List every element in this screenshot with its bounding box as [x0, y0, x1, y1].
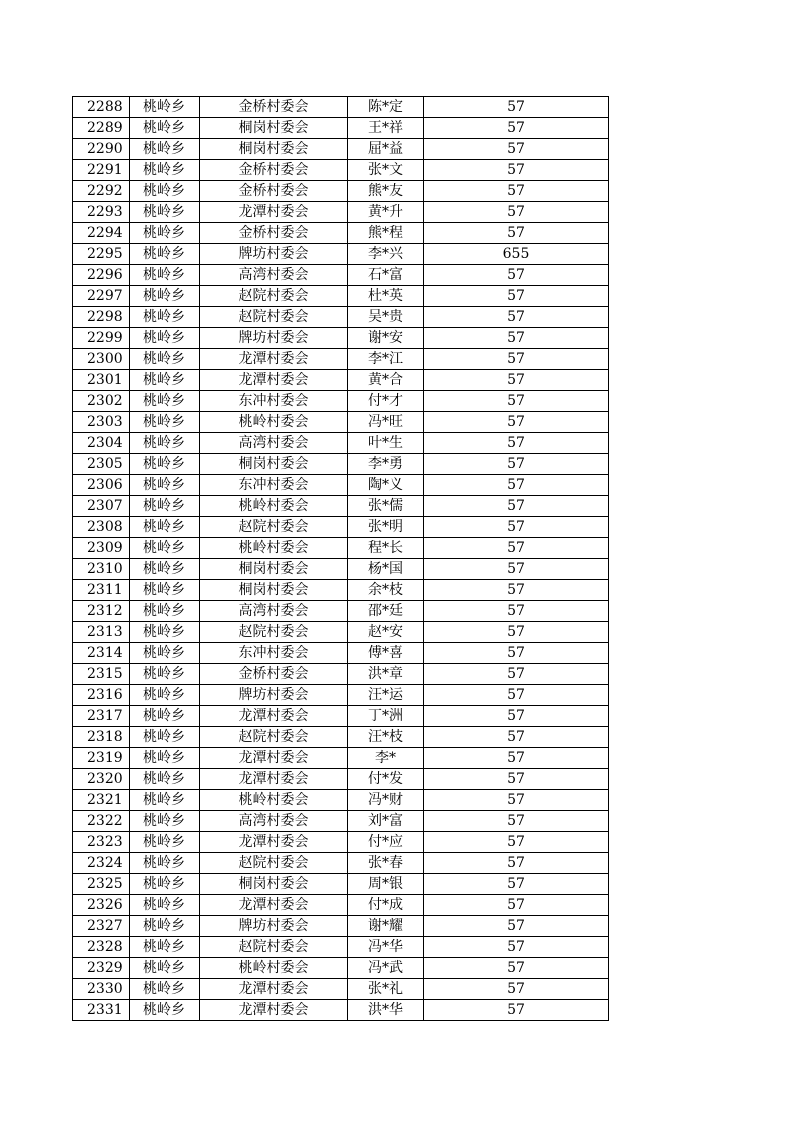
table-row	[73, 1000, 609, 1021]
serial-number-cell: 2293	[73, 202, 130, 223]
amount-cell: 57	[424, 811, 609, 832]
township-cell: 桃岭乡	[130, 223, 200, 244]
serial-number-cell: 2294	[73, 223, 130, 244]
amount-cell: 57	[424, 160, 609, 181]
serial-number-cell: 2326	[73, 895, 130, 916]
amount-cell: 57	[424, 223, 609, 244]
township-cell: 桃岭乡	[130, 643, 200, 664]
name-cell: 谢*安	[348, 328, 424, 349]
township-cell: 桃岭乡	[130, 475, 200, 496]
village-committee-cell: 龙潭村委会	[200, 1000, 348, 1021]
village-committee-cell: 牌坊村委会	[200, 328, 348, 349]
serial-number-cell: 2322	[73, 811, 130, 832]
amount-cell: 57	[424, 874, 609, 895]
township-cell: 桃岭乡	[130, 664, 200, 685]
name-cell: 杜*英	[348, 286, 424, 307]
table-row	[73, 475, 609, 496]
serial-number-cell: 2305	[73, 454, 130, 475]
township-cell: 桃岭乡	[130, 139, 200, 160]
amount-cell: 57	[424, 454, 609, 475]
village-committee-cell: 东冲村委会	[200, 391, 348, 412]
amount-cell: 57	[424, 433, 609, 454]
amount-cell: 57	[424, 580, 609, 601]
table-row	[73, 307, 609, 328]
table-row	[73, 769, 609, 790]
village-committee-cell: 牌坊村委会	[200, 244, 348, 265]
village-committee-cell: 高湾村委会	[200, 601, 348, 622]
township-cell: 桃岭乡	[130, 202, 200, 223]
table-row	[73, 790, 609, 811]
serial-number-cell: 2328	[73, 937, 130, 958]
serial-number-cell: 2320	[73, 769, 130, 790]
name-cell: 张*文	[348, 160, 424, 181]
amount-cell: 57	[424, 895, 609, 916]
amount-cell: 57	[424, 307, 609, 328]
table-row	[73, 265, 609, 286]
table-row	[73, 622, 609, 643]
serial-number-cell: 2307	[73, 496, 130, 517]
village-committee-cell: 桐岗村委会	[200, 454, 348, 475]
name-cell: 赵*安	[348, 622, 424, 643]
village-committee-cell: 桐岗村委会	[200, 559, 348, 580]
amount-cell: 57	[424, 286, 609, 307]
township-cell: 桃岭乡	[130, 97, 200, 118]
roster-table	[72, 96, 609, 1021]
table-row	[73, 118, 609, 139]
table-row	[73, 832, 609, 853]
village-committee-cell: 桃岭村委会	[200, 496, 348, 517]
serial-number-cell: 2331	[73, 1000, 130, 1021]
amount-cell: 57	[424, 727, 609, 748]
amount-cell: 57	[424, 937, 609, 958]
name-cell: 冯*华	[348, 937, 424, 958]
name-cell: 傅*喜	[348, 643, 424, 664]
name-cell: 汪*运	[348, 685, 424, 706]
table-row	[73, 349, 609, 370]
name-cell: 李*	[348, 748, 424, 769]
amount-cell: 57	[424, 748, 609, 769]
serial-number-cell: 2330	[73, 979, 130, 1000]
name-cell: 张*儒	[348, 496, 424, 517]
table-row	[73, 664, 609, 685]
township-cell: 桃岭乡	[130, 517, 200, 538]
township-cell: 桃岭乡	[130, 433, 200, 454]
table-row	[73, 916, 609, 937]
name-cell: 洪*章	[348, 664, 424, 685]
village-committee-cell: 金桥村委会	[200, 664, 348, 685]
township-cell: 桃岭乡	[130, 979, 200, 1000]
name-cell: 洪*华	[348, 1000, 424, 1021]
amount-cell: 57	[424, 790, 609, 811]
serial-number-cell: 2314	[73, 643, 130, 664]
village-committee-cell: 牌坊村委会	[200, 685, 348, 706]
amount-cell: 57	[424, 349, 609, 370]
table-row	[73, 895, 609, 916]
township-cell: 桃岭乡	[130, 622, 200, 643]
township-cell: 桃岭乡	[130, 937, 200, 958]
village-committee-cell: 龙潭村委会	[200, 202, 348, 223]
serial-number-cell: 2296	[73, 265, 130, 286]
table-row	[73, 811, 609, 832]
amount-cell: 57	[424, 643, 609, 664]
name-cell: 冯*财	[348, 790, 424, 811]
amount-cell: 57	[424, 265, 609, 286]
serial-number-cell: 2303	[73, 412, 130, 433]
table-row	[73, 97, 609, 118]
amount-cell: 57	[424, 202, 609, 223]
amount-cell: 57	[424, 853, 609, 874]
township-cell: 桃岭乡	[130, 832, 200, 853]
amount-cell: 57	[424, 118, 609, 139]
serial-number-cell: 2318	[73, 727, 130, 748]
name-cell: 李*兴	[348, 244, 424, 265]
serial-number-cell: 2290	[73, 139, 130, 160]
serial-number-cell: 2313	[73, 622, 130, 643]
village-committee-cell: 桃岭村委会	[200, 412, 348, 433]
serial-number-cell: 2302	[73, 391, 130, 412]
name-cell: 熊*程	[348, 223, 424, 244]
serial-number-cell: 2309	[73, 538, 130, 559]
township-cell: 桃岭乡	[130, 160, 200, 181]
name-cell: 付*应	[348, 832, 424, 853]
name-cell: 冯*旺	[348, 412, 424, 433]
village-committee-cell: 金桥村委会	[200, 160, 348, 181]
name-cell: 余*枝	[348, 580, 424, 601]
name-cell: 陶*义	[348, 475, 424, 496]
serial-number-cell: 2297	[73, 286, 130, 307]
table-row	[73, 139, 609, 160]
township-cell: 桃岭乡	[130, 706, 200, 727]
table-row	[73, 853, 609, 874]
name-cell: 叶*生	[348, 433, 424, 454]
name-cell: 张*春	[348, 853, 424, 874]
township-cell: 桃岭乡	[130, 559, 200, 580]
township-cell: 桃岭乡	[130, 118, 200, 139]
amount-cell: 57	[424, 601, 609, 622]
village-committee-cell: 龙潭村委会	[200, 370, 348, 391]
serial-number-cell: 2300	[73, 349, 130, 370]
township-cell: 桃岭乡	[130, 538, 200, 559]
name-cell: 熊*友	[348, 181, 424, 202]
name-cell: 冯*武	[348, 958, 424, 979]
serial-number-cell: 2324	[73, 853, 130, 874]
name-cell: 谢*耀	[348, 916, 424, 937]
amount-cell: 57	[424, 391, 609, 412]
amount-cell: 57	[424, 370, 609, 391]
township-cell: 桃岭乡	[130, 748, 200, 769]
amount-cell: 57	[424, 706, 609, 727]
amount-cell: 57	[424, 328, 609, 349]
table-row	[73, 454, 609, 475]
amount-cell: 57	[424, 181, 609, 202]
serial-number-cell: 2288	[73, 97, 130, 118]
serial-number-cell: 2323	[73, 832, 130, 853]
table-row	[73, 370, 609, 391]
table-row	[73, 496, 609, 517]
township-cell: 桃岭乡	[130, 328, 200, 349]
village-committee-cell: 桃岭村委会	[200, 958, 348, 979]
table-row	[73, 685, 609, 706]
serial-number-cell: 2301	[73, 370, 130, 391]
amount-cell: 57	[424, 832, 609, 853]
serial-number-cell: 2325	[73, 874, 130, 895]
village-committee-cell: 桃岭村委会	[200, 790, 348, 811]
amount-cell: 655	[424, 244, 609, 265]
township-cell: 桃岭乡	[130, 454, 200, 475]
amount-cell: 57	[424, 139, 609, 160]
amount-cell: 57	[424, 412, 609, 433]
name-cell: 丁*洲	[348, 706, 424, 727]
name-cell: 石*富	[348, 265, 424, 286]
serial-number-cell: 2306	[73, 475, 130, 496]
table-row	[73, 223, 609, 244]
serial-number-cell: 2316	[73, 685, 130, 706]
table-row	[73, 748, 609, 769]
village-committee-cell: 龙潭村委会	[200, 349, 348, 370]
roster-table-body	[73, 97, 609, 1021]
name-cell: 周*银	[348, 874, 424, 895]
village-committee-cell: 赵院村委会	[200, 307, 348, 328]
township-cell: 桃岭乡	[130, 601, 200, 622]
table-row	[73, 181, 609, 202]
serial-number-cell: 2291	[73, 160, 130, 181]
serial-number-cell: 2299	[73, 328, 130, 349]
amount-cell: 57	[424, 496, 609, 517]
table-row	[73, 643, 609, 664]
serial-number-cell: 2295	[73, 244, 130, 265]
name-cell: 王*祥	[348, 118, 424, 139]
table-row	[73, 937, 609, 958]
amount-cell: 57	[424, 517, 609, 538]
table-row	[73, 874, 609, 895]
township-cell: 桃岭乡	[130, 685, 200, 706]
serial-number-cell: 2319	[73, 748, 130, 769]
serial-number-cell: 2315	[73, 664, 130, 685]
township-cell: 桃岭乡	[130, 265, 200, 286]
amount-cell: 57	[424, 958, 609, 979]
village-committee-cell: 龙潭村委会	[200, 706, 348, 727]
name-cell: 付*才	[348, 391, 424, 412]
township-cell: 桃岭乡	[130, 580, 200, 601]
village-committee-cell: 金桥村委会	[200, 223, 348, 244]
village-committee-cell: 桐岗村委会	[200, 118, 348, 139]
township-cell: 桃岭乡	[130, 811, 200, 832]
table-row	[73, 433, 609, 454]
village-committee-cell: 桐岗村委会	[200, 580, 348, 601]
name-cell: 杨*国	[348, 559, 424, 580]
amount-cell: 57	[424, 1000, 609, 1021]
name-cell: 陈*定	[348, 97, 424, 118]
village-committee-cell: 龙潭村委会	[200, 748, 348, 769]
serial-number-cell: 2327	[73, 916, 130, 937]
table-row	[73, 244, 609, 265]
name-cell: 刘*富	[348, 811, 424, 832]
village-committee-cell: 桐岗村委会	[200, 139, 348, 160]
amount-cell: 57	[424, 538, 609, 559]
village-committee-cell: 赵院村委会	[200, 727, 348, 748]
name-cell: 汪*枝	[348, 727, 424, 748]
table-row	[73, 559, 609, 580]
name-cell: 付*成	[348, 895, 424, 916]
amount-cell: 57	[424, 559, 609, 580]
township-cell: 桃岭乡	[130, 412, 200, 433]
table-row	[73, 979, 609, 1000]
table-row	[73, 202, 609, 223]
township-cell: 桃岭乡	[130, 1000, 200, 1021]
village-committee-cell: 高湾村委会	[200, 265, 348, 286]
village-committee-cell: 牌坊村委会	[200, 916, 348, 937]
township-cell: 桃岭乡	[130, 874, 200, 895]
village-committee-cell: 高湾村委会	[200, 433, 348, 454]
township-cell: 桃岭乡	[130, 769, 200, 790]
amount-cell: 57	[424, 97, 609, 118]
village-committee-cell: 龙潭村委会	[200, 979, 348, 1000]
serial-number-cell: 2308	[73, 517, 130, 538]
village-committee-cell: 金桥村委会	[200, 181, 348, 202]
village-committee-cell: 龙潭村委会	[200, 895, 348, 916]
township-cell: 桃岭乡	[130, 496, 200, 517]
name-cell: 黄*合	[348, 370, 424, 391]
amount-cell: 57	[424, 769, 609, 790]
serial-number-cell: 2292	[73, 181, 130, 202]
village-committee-cell: 赵院村委会	[200, 517, 348, 538]
table-row	[73, 727, 609, 748]
township-cell: 桃岭乡	[130, 244, 200, 265]
amount-cell: 57	[424, 622, 609, 643]
township-cell: 桃岭乡	[130, 370, 200, 391]
table-row	[73, 538, 609, 559]
table-row	[73, 160, 609, 181]
village-committee-cell: 桃岭村委会	[200, 538, 348, 559]
township-cell: 桃岭乡	[130, 727, 200, 748]
name-cell: 程*长	[348, 538, 424, 559]
village-committee-cell: 龙潭村委会	[200, 769, 348, 790]
township-cell: 桃岭乡	[130, 307, 200, 328]
name-cell: 张*明	[348, 517, 424, 538]
name-cell: 屈*益	[348, 139, 424, 160]
township-cell: 桃岭乡	[130, 181, 200, 202]
village-committee-cell: 东冲村委会	[200, 643, 348, 664]
serial-number-cell: 2304	[73, 433, 130, 454]
table-row	[73, 517, 609, 538]
amount-cell: 57	[424, 475, 609, 496]
serial-number-cell: 2312	[73, 601, 130, 622]
serial-number-cell: 2321	[73, 790, 130, 811]
village-committee-cell: 桐岗村委会	[200, 874, 348, 895]
table-row	[73, 958, 609, 979]
township-cell: 桃岭乡	[130, 790, 200, 811]
table-row	[73, 706, 609, 727]
serial-number-cell: 2298	[73, 307, 130, 328]
township-cell: 桃岭乡	[130, 958, 200, 979]
table-row	[73, 286, 609, 307]
village-committee-cell: 赵院村委会	[200, 622, 348, 643]
village-committee-cell: 赵院村委会	[200, 937, 348, 958]
table-row	[73, 412, 609, 433]
village-committee-cell: 金桥村委会	[200, 97, 348, 118]
name-cell: 李*江	[348, 349, 424, 370]
name-cell: 李*勇	[348, 454, 424, 475]
serial-number-cell: 2317	[73, 706, 130, 727]
township-cell: 桃岭乡	[130, 916, 200, 937]
name-cell: 张*礼	[348, 979, 424, 1000]
amount-cell: 57	[424, 685, 609, 706]
table-row	[73, 391, 609, 412]
name-cell: 付*发	[348, 769, 424, 790]
township-cell: 桃岭乡	[130, 286, 200, 307]
serial-number-cell: 2311	[73, 580, 130, 601]
township-cell: 桃岭乡	[130, 853, 200, 874]
township-cell: 桃岭乡	[130, 349, 200, 370]
name-cell: 黄*升	[348, 202, 424, 223]
name-cell: 吴*贵	[348, 307, 424, 328]
township-cell: 桃岭乡	[130, 895, 200, 916]
amount-cell: 57	[424, 979, 609, 1000]
amount-cell: 57	[424, 664, 609, 685]
table-row	[73, 601, 609, 622]
village-committee-cell: 赵院村委会	[200, 853, 348, 874]
table-row	[73, 580, 609, 601]
serial-number-cell: 2310	[73, 559, 130, 580]
village-committee-cell: 高湾村委会	[200, 811, 348, 832]
serial-number-cell: 2329	[73, 958, 130, 979]
serial-number-cell: 2289	[73, 118, 130, 139]
name-cell: 邵*廷	[348, 601, 424, 622]
village-committee-cell: 赵院村委会	[200, 286, 348, 307]
amount-cell: 57	[424, 916, 609, 937]
township-cell: 桃岭乡	[130, 391, 200, 412]
village-committee-cell: 东冲村委会	[200, 475, 348, 496]
table-row	[73, 328, 609, 349]
village-committee-cell: 龙潭村委会	[200, 832, 348, 853]
